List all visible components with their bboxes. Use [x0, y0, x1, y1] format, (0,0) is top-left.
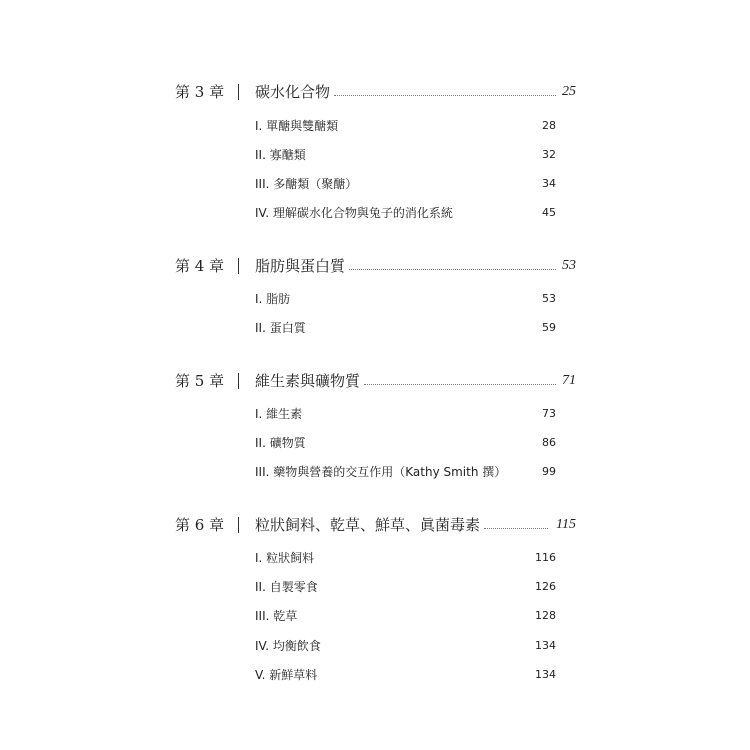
item-title: I. 脂肪	[255, 292, 291, 306]
chapter-divider	[238, 517, 239, 533]
chapter-divider	[238, 258, 239, 274]
toc-item	[0, 318, 750, 338]
item-title: IV. 均衡飲食	[255, 639, 321, 653]
dotted-leader	[334, 95, 556, 96]
chapter-label: 第 4 章	[175, 257, 225, 275]
toc-item	[0, 174, 750, 194]
item-page-number: 73	[542, 407, 556, 420]
toc-item	[0, 665, 750, 685]
toc-item	[0, 636, 750, 656]
item-title: III. 多醣類（聚醣）	[255, 177, 358, 191]
toc-item	[0, 548, 750, 568]
item-title: II. 蛋白質	[255, 321, 306, 335]
item-page-number: 28	[542, 119, 556, 132]
dotted-leader	[484, 528, 548, 529]
chapter-page-number: 71	[562, 373, 576, 388]
dotted-leader	[364, 384, 556, 385]
toc-item	[0, 404, 750, 424]
toc-item	[0, 145, 750, 165]
chapter-title: 脂肪與蛋白質	[255, 257, 346, 275]
chapter-divider	[238, 84, 239, 100]
item-page-number: 45	[542, 206, 556, 219]
item-page-number: 32	[542, 148, 556, 161]
toc-item	[0, 462, 750, 482]
toc-item	[0, 289, 750, 309]
toc-item	[0, 577, 750, 597]
chapter-title: 粒狀飼料、乾草、鮮草、眞菌毒素	[255, 516, 481, 534]
item-page-number: 53	[542, 292, 556, 305]
item-title: I. 維生素	[255, 407, 303, 421]
item-page-number: 134	[535, 639, 556, 652]
chapter-page-number: 25	[562, 84, 576, 99]
item-page-number: 86	[542, 436, 556, 449]
chapter-label: 第 6 章	[175, 516, 225, 534]
chapter-label: 第 3 章	[175, 83, 225, 101]
toc-item	[0, 433, 750, 453]
item-title: I. 粒狀飼料	[255, 551, 315, 565]
dotted-leader	[349, 269, 556, 270]
chapter-title: 碳水化合物	[255, 83, 331, 101]
item-page-number: 116	[535, 551, 556, 564]
chapter-title: 維生素與礦物質	[255, 372, 361, 390]
toc-item	[0, 203, 750, 223]
item-title: III. 乾草	[255, 609, 298, 623]
chapter-page-number: 53	[562, 258, 576, 273]
item-page-number: 128	[535, 609, 556, 622]
item-page-number: 126	[535, 580, 556, 593]
item-title: IV. 理解碳水化合物與兔子的消化系統	[255, 206, 453, 220]
chapter-page-number: 115	[556, 517, 576, 532]
toc-item	[0, 116, 750, 136]
item-title: II. 寡醣類	[255, 148, 306, 162]
item-page-number: 34	[542, 177, 556, 190]
item-page-number: 134	[535, 668, 556, 681]
item-page-number: 99	[542, 465, 556, 478]
chapter-label: 第 5 章	[175, 372, 225, 390]
toc-item	[0, 606, 750, 626]
item-title: II. 自製零食	[255, 580, 318, 594]
item-title: III. 藥物與營養的交互作用（Kathy Smith 撰）	[255, 465, 507, 479]
item-page-number: 59	[542, 321, 556, 334]
chapter-divider	[238, 373, 239, 389]
item-title: II. 礦物質	[255, 436, 306, 450]
item-title: V. 新鮮草料	[255, 668, 318, 682]
item-title: I. 單醣與雙醣類	[255, 119, 339, 133]
